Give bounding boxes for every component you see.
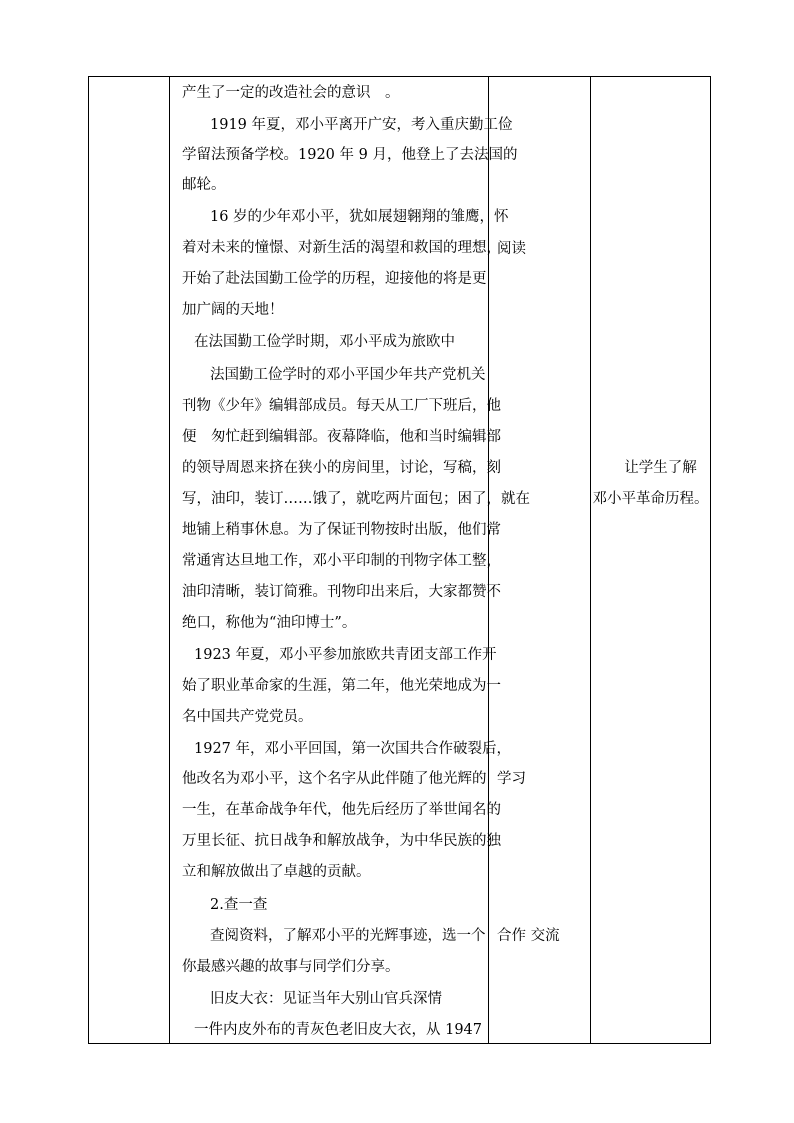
content-line: 始了职业革命家的生涯，第二年，他光荣地成为一 <box>182 678 501 694</box>
content-line: 一生，在革命战争年代，他先后经历了举世闻名的 <box>182 802 501 818</box>
content-line: 地铺上稍事休息。为了保证刊物按时出版，他们常 <box>182 522 501 538</box>
content-line: 便 匆忙赶到编辑部。夜幕降临，他和当时编辑部 <box>182 429 501 445</box>
content-line: 1923 年夏，邓小平参加旅欧共青团支部工作开 <box>194 647 497 663</box>
content-line: 在法国勤工俭学时期，邓小平成为旅欧中 <box>194 334 455 350</box>
content-line: 刊物《少年》编辑部成员。每天从工厂下班后，他 <box>182 398 501 414</box>
left-blank-cell <box>89 77 170 1044</box>
student-activity <box>489 77 590 1043</box>
content-line: 的领导周恩来挤在狭小的房间里，讨论，写稿，刻 <box>182 460 501 476</box>
purpose-line: 让学生了解 <box>624 460 697 476</box>
content-line: 万里长征、抗日战争和解放战争，为中华民族的独 <box>182 833 501 849</box>
content-line: 加广阔的天地！ <box>182 302 284 318</box>
content-line: 开始了赴法国勤工俭学的历程，迎接他的将是更 <box>182 271 487 287</box>
content-line: 查阅资料，了解邓小平的光辉事迹，选一个 <box>210 928 486 944</box>
activity-study: 学习 <box>497 771 526 787</box>
content-line: 立和解放做出了卓越的贡献。 <box>182 864 371 880</box>
content-line: 邮轮。 <box>182 177 226 193</box>
content-line: 1919 年夏，邓小平离开广安，考入重庆勤工俭 <box>210 117 513 133</box>
content-line: 他改名为邓小平，这个名字从此伴随了他光辉的 <box>182 771 487 787</box>
content-line: 学留法预备学校。1920 年 9 月，他登上了去法国的 <box>182 147 518 163</box>
content-line: 产生了一定的改造社会的意识 。 <box>182 85 400 101</box>
content-line: 绝口，称他为“油印博士”。 <box>182 615 357 631</box>
content-line: 16 岁的少年邓小平，犹如展翅翱翔的雏鹰，怀 <box>210 209 509 225</box>
content-line: 一件内皮外布的青灰色老旧皮大衣，从 1947 <box>194 1022 483 1038</box>
student-activity-cell <box>489 77 591 1044</box>
content-line: 你最感兴趣的故事与同学们分享。 <box>182 959 400 975</box>
section-heading: 2.查一查 <box>210 897 268 913</box>
lesson-plan-table <box>88 76 711 1044</box>
content-line: 常通宵达旦地工作，邓小平印制的刊物字体工整， <box>182 553 501 569</box>
design-purpose <box>591 77 710 1043</box>
content-line: 旧皮大衣：见证当年大别山官兵深情 <box>210 991 442 1007</box>
content-line: 法国勤工俭学时的邓小平国少年共产党机关 <box>210 367 486 383</box>
content-line: 1927 年，邓小平回国，第一次国共合作破裂后， <box>194 741 512 757</box>
design-purpose-cell <box>591 77 711 1044</box>
content-line: 写，油印，装订……饿了，就吃两片面包；困了，就在 <box>182 491 530 507</box>
content-line: 着对未来的憧憬、对新生活的渴望和救国的理想， <box>182 240 501 256</box>
activity-cooperate: 合作 交流 <box>497 928 560 944</box>
purpose-line: 邓小平革命历程。 <box>592 491 709 507</box>
activity-read: 阅读 <box>497 241 526 257</box>
content-line: 名中国共产党党员。 <box>182 709 313 725</box>
table-row <box>89 77 711 1044</box>
content-line: 油印清晰，装订简雅。刊物印出来后，大家都赞不 <box>182 584 501 600</box>
